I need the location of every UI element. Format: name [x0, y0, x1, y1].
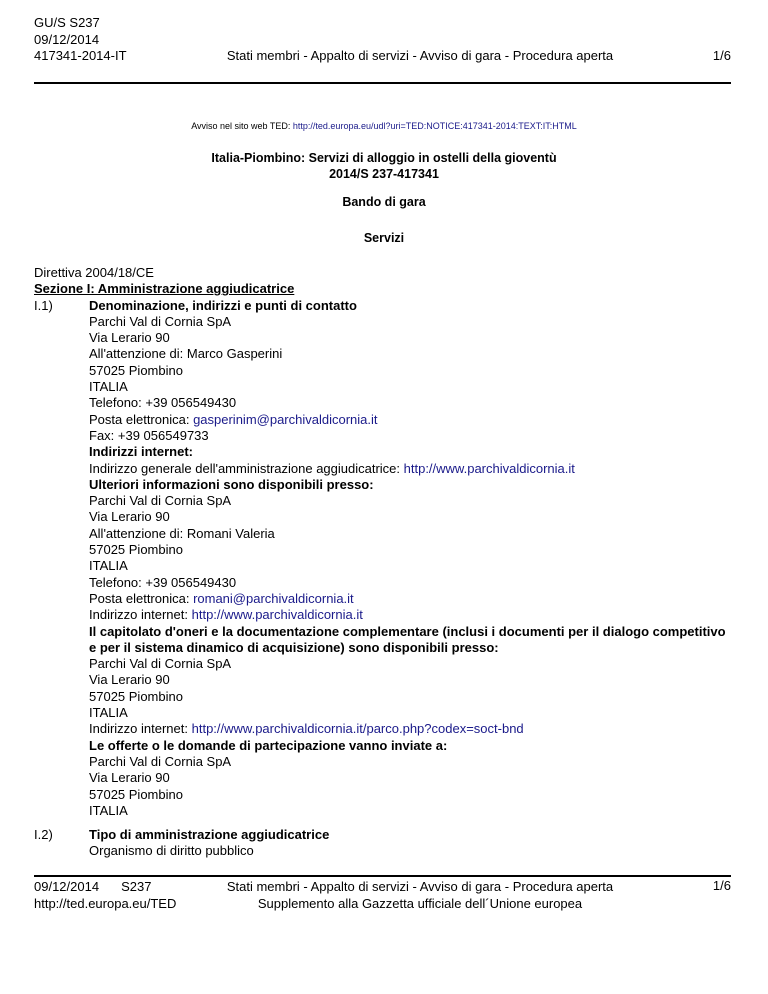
contact-street: Via Lerario 90	[89, 330, 170, 346]
footer-supplement: Supplemento alla Gazzetta ufficiale dell´Unione europea	[257, 896, 583, 911]
further-country: ITALIA	[89, 558, 128, 574]
ted-notice-label: Avviso nel sito web TED:	[191, 121, 293, 131]
section-i12-title: Tipo di amministrazione aggiudicatrice	[89, 827, 330, 843]
further-attention: All'attenzione di: Romani Valeria	[89, 525, 275, 541]
section-i12-value: Organismo di diritto pubblico	[89, 843, 254, 859]
footer-ref: S237	[121, 879, 152, 894]
further-phone: Telefono: +39 056549430	[89, 574, 237, 590]
general-address-line	[89, 461, 734, 477]
footer-date-line	[34, 878, 176, 895]
docs-internet-link[interactable]: http://www.parchivaldicornia.it/parco.php?codex=soct-bnd	[191, 721, 524, 737]
footer-meta	[34, 878, 176, 912]
footer-site: http://ted.europa.eu/TED	[34, 896, 177, 911]
notice-kind: Bando di gara	[342, 195, 426, 209]
further-internet-line	[89, 607, 734, 623]
contact-email-line	[89, 412, 734, 428]
notice-title	[0, 150, 768, 182]
ted-notice-link[interactable]: http://ted.europa.eu/udl?uri=TED:NOTICE:417341-2014:TEXT:IT:HTML	[292, 121, 577, 131]
contact-block	[34, 314, 734, 819]
header-doc-id: 417341-2014-IT	[34, 48, 127, 63]
section-i12	[34, 827, 734, 843]
notice-title-line2: 2014/S 237-417341	[329, 167, 439, 181]
further-street: Via Lerario 90	[89, 509, 170, 525]
further-internet-link[interactable]: http://www.parchivaldicornia.it	[191, 607, 363, 623]
header-divider	[34, 82, 731, 84]
docs-internet-line	[89, 721, 734, 737]
offers-country: ITALIA	[89, 802, 128, 818]
contact-phone: Telefono: +39 056549430	[89, 395, 237, 411]
ted-notice	[0, 121, 768, 131]
footer-page-number: 1/6	[712, 878, 731, 893]
notice-title-line1: Italia-Piombino: Servizi di alloggio in ostelli della gioventù	[211, 151, 557, 165]
contact-city: 57025 Piombino	[89, 362, 183, 378]
header-meta	[34, 15, 127, 65]
section-i11-title: Denominazione, indirizzi e punti di contatto	[89, 297, 357, 313]
further-email-label: Posta elettronica:	[89, 590, 194, 606]
header-page-number: 1/6	[712, 48, 731, 63]
header-title: Stati membri - Appalto di servizi - Avviso di gara - Procedura aperta	[226, 48, 614, 63]
offers-city: 57025 Piombino	[89, 786, 183, 802]
notice-category: Servizi	[363, 231, 405, 245]
header-ref: GU/S S237	[34, 15, 100, 30]
contact-email-link[interactable]: gasperinim@parchivaldicornia.it	[193, 411, 378, 427]
footer-date: 09/12/2014	[34, 879, 100, 894]
header-date: 09/12/2014	[34, 31, 100, 47]
docs-internet-label: Indirizzo internet:	[89, 721, 192, 737]
contact-attention: All'attenzione di: Marco Gasperini	[89, 346, 283, 362]
docs-city: 57025 Piombino	[89, 688, 183, 704]
footer-title: Stati membri - Appalto di servizi - Avviso di gara - Procedura aperta	[226, 879, 614, 894]
offers-heading: Le offerte o le domande di partecipazione vanno inviate a:	[89, 737, 448, 753]
section-i11	[34, 298, 734, 314]
contact-name: Parchi Val di Cornia SpA	[89, 313, 232, 329]
section-spacer	[34, 819, 734, 827]
internet-heading: Indirizzi internet:	[89, 444, 193, 460]
footer-divider	[34, 875, 731, 877]
docs-country: ITALIA	[89, 705, 128, 721]
general-address-link[interactable]: http://www.parchivaldicornia.it	[403, 460, 575, 476]
further-internet-label: Indirizzo internet:	[89, 607, 192, 623]
section-i11-number: I.1)	[34, 297, 53, 313]
offers-street: Via Lerario 90	[89, 770, 170, 786]
further-email-link[interactable]: romani@parchivaldicornia.it	[193, 590, 354, 606]
contact-country: ITALIA	[89, 379, 128, 395]
section-heading: Sezione I: Amministrazione aggiudicatrice	[34, 281, 295, 297]
docs-name: Parchi Val di Cornia SpA	[89, 656, 232, 672]
docs-heading-line1: Il capitolato d'oneri e la documentazione complementare (inclusi i documenti per il dialogo competitivo	[89, 623, 726, 639]
offers-name: Parchi Val di Cornia SpA	[89, 753, 232, 769]
docs-street: Via Lerario 90	[89, 672, 170, 688]
section-i12-number: I.2)	[34, 827, 53, 843]
general-address-label: Indirizzo generale dell'amministrazione aggiudicatrice:	[89, 460, 404, 476]
directive: Direttiva 2004/18/CE	[34, 265, 154, 280]
further-city: 57025 Piombino	[89, 542, 183, 558]
notice-body	[34, 265, 734, 860]
further-name: Parchi Val di Cornia SpA	[89, 493, 232, 509]
further-info-heading: Ulteriori informazioni sono disponibili presso:	[89, 476, 374, 492]
docs-heading-line2: e per il sistema dinamico di acquisizione) sono disponibili presso:	[89, 639, 499, 655]
contact-fax: Fax: +39 056549733	[89, 427, 209, 443]
footer-title-block	[200, 878, 640, 912]
further-email-line	[89, 591, 734, 607]
contact-email-label: Posta elettronica:	[89, 411, 194, 427]
